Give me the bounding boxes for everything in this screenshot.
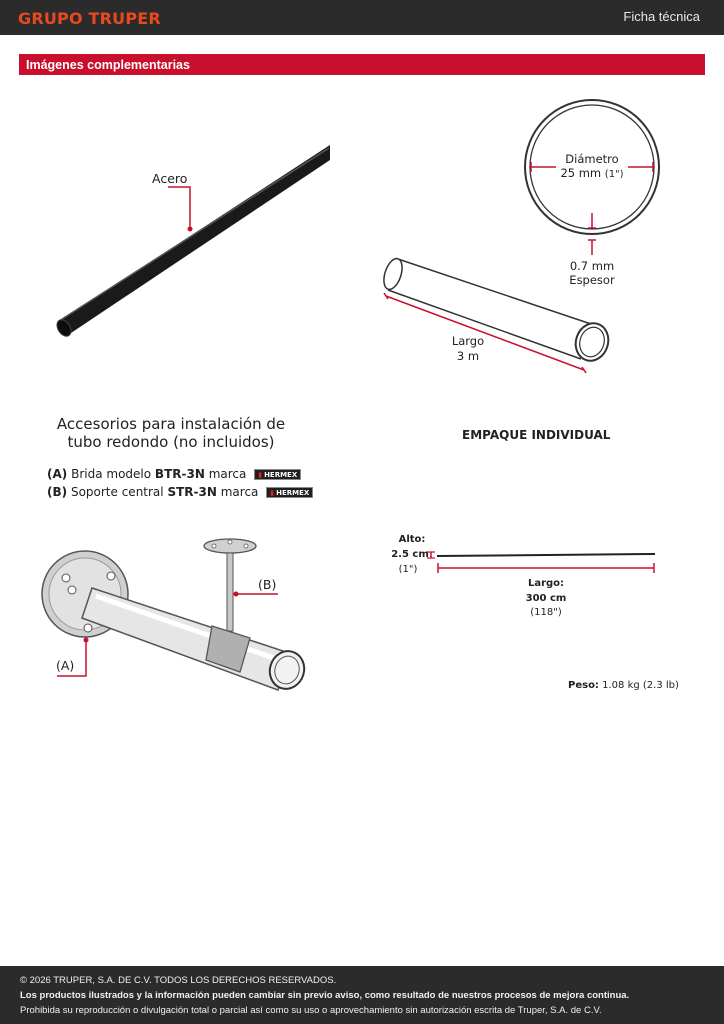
package-title: EMPAQUE INDIVIDUAL xyxy=(462,428,611,442)
package-length-label: Largo: xyxy=(527,578,565,589)
hermex-logo-text: HERMEX xyxy=(264,471,298,479)
section-title: Imágenes complementarias xyxy=(26,58,190,72)
package-profile xyxy=(437,554,655,556)
material-label: Acero xyxy=(152,171,188,186)
diameter-value xyxy=(552,166,632,180)
footer-notice: Los productos ilustrados y la información pueden cambiar sin previo aviso, como resultado de nuestros procesos de mejora continua. xyxy=(20,990,630,1001)
footer-copyright: © 2026 TRUPER, S.A. DE C.V. TODOS LOS DERECHOS RESERVADOS. xyxy=(20,975,337,986)
diameter-label: Diámetro xyxy=(565,152,619,166)
footer-prohibition: Prohibida su reproducción o divulgación total o parcial así como su uso o aprovechamiento sin autorización escrita de Truper, S.A. de C.V. xyxy=(20,1005,602,1016)
thickness-value: 0.7 mm xyxy=(569,259,615,273)
thickness-label: Espesor xyxy=(569,273,615,287)
package-length-value: 300 cm xyxy=(525,593,567,604)
accessory-a xyxy=(47,467,301,481)
accessory-b-brand-word: marca xyxy=(220,485,259,499)
hermex-logo: ▮ HERMEX xyxy=(266,487,313,498)
callout-a-label: (A) xyxy=(56,658,75,673)
package-weight-value: 1.08 kg (2.3 lb) xyxy=(602,680,679,691)
diameter-mm: 25 mm xyxy=(560,166,602,180)
length-value: 3 m xyxy=(456,349,480,363)
accessories-title-line2: tubo redondo (no incluidos) xyxy=(67,433,275,451)
length-label: Largo xyxy=(451,334,485,348)
package-weight-label: Peso: xyxy=(568,680,599,691)
brand-logo: GRUPO TRUPER xyxy=(18,9,161,28)
hermex-logo-text: HERMEX xyxy=(276,489,310,497)
callout-b-label: (B) xyxy=(258,577,277,592)
footer-bar xyxy=(0,966,724,1024)
accessory-b-text: Soporte central xyxy=(70,485,164,499)
package-weight xyxy=(568,680,679,691)
diameter-inch: (1") xyxy=(604,169,624,180)
document-type: Ficha técnica xyxy=(623,9,700,24)
accessory-a-brand-word: marca xyxy=(208,467,247,481)
accessory-a-text: Brida modelo xyxy=(71,467,152,481)
package-height-inch: (1") xyxy=(398,564,418,575)
accessory-b-model: STR-3N xyxy=(167,485,217,499)
package-height-label: Alto: xyxy=(398,534,426,545)
accessory-b-key: (B) xyxy=(47,485,68,499)
material-callout-line xyxy=(168,187,190,228)
package-height-value: 2.5 cm xyxy=(391,549,429,560)
accessory-a-key: (A) xyxy=(47,467,68,481)
hermex-logo: ▮ HERMEX xyxy=(254,469,301,480)
accessories-title xyxy=(56,415,286,451)
package-length-inch: (118") xyxy=(530,607,562,618)
accessory-a-model: BTR-3N xyxy=(154,467,205,481)
accessories-title-line1: Accesorios para instalación de xyxy=(56,415,286,433)
accessory-b xyxy=(47,485,313,499)
